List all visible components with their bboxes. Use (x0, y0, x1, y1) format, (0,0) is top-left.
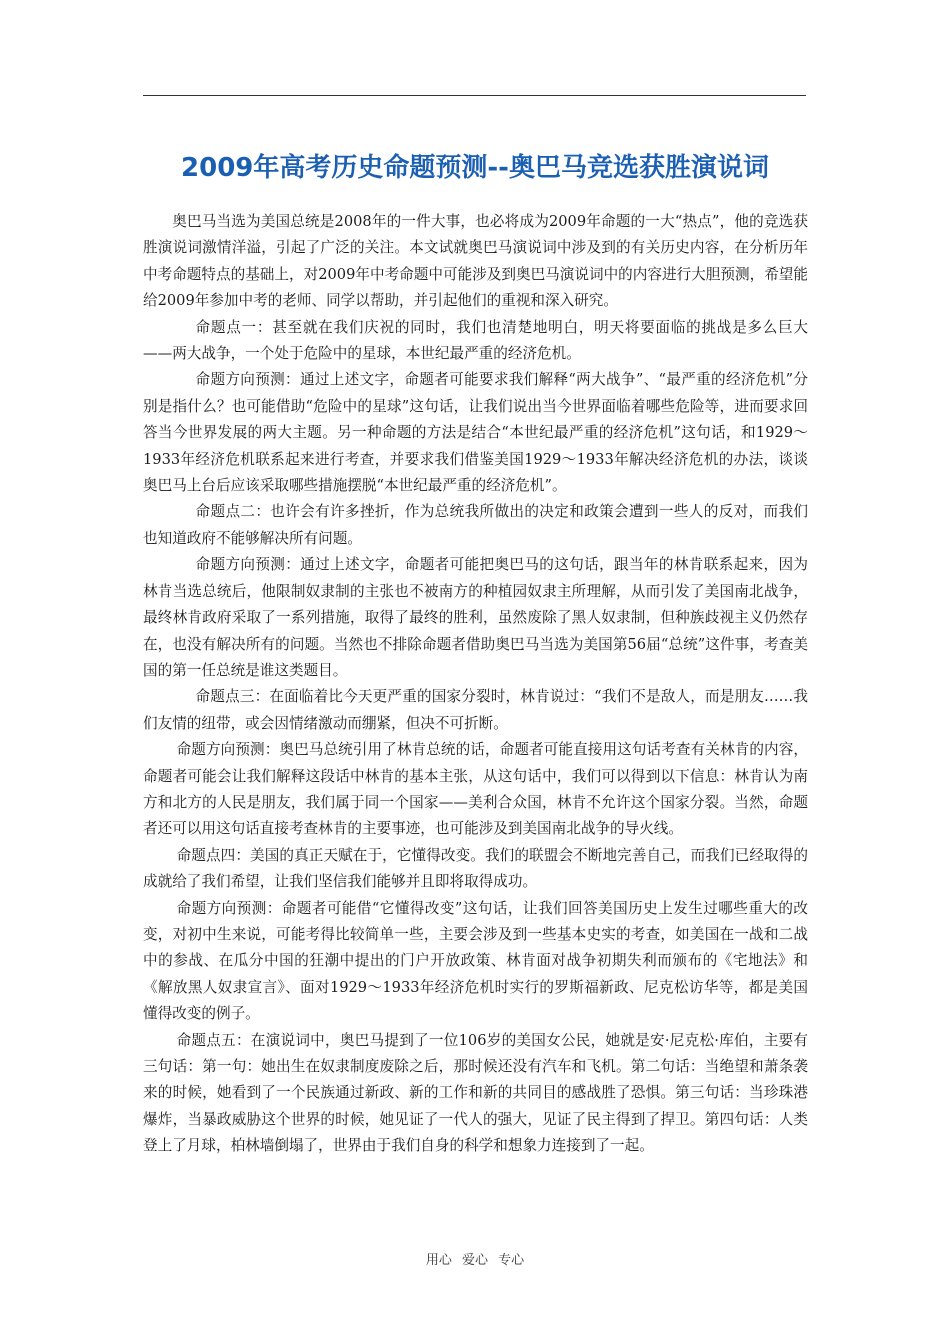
prediction-1: 命题方向预测：通过上述文字，命题者可能要求我们解释“两大战争”、“最严重的经济危机”分别是指什么？也可能借助“危险中的星球”这句话，让我们说出当今世界面临着哪些危险等，进而要求回答当今世界发展的两大主题。另一种命题的方法是结合“本世纪最严重的经济危机”这句话，和1929～1933年经济危机联系起来进行考查，并要求我们借鉴美国1929～1933年解决经济危机的办法，谈谈奥巴马上台后应该采取哪些措施摆脱“本世纪最严重的经济危机”。 (143, 371, 808, 495)
intro-paragraph: 奥巴马当选为美国总统是2008年的一件大事，也必将成为2009年命题的一大“热点”，他的竞选获胜演说词激情洋溢，引起了广泛的关注。本文试就奥巴马演说词中涉及到的有关历史内容，在分析历年中考命题特点的基础上，对2009年中考命题中可能涉及到奥巴马演说词中的内容进行大胆预测，希望能给2009年参加中考的老师、同学以帮助，并引起他们的重视和深入研究。 (143, 213, 808, 310)
proposition-3: 命题点三：在面临着比今天更严重的国家分裂时，林肯说过：“我们不是敌人，而是朋友……我们友情的纽带，或会因情绪激动而绷紧，但决不可折断。 (143, 688, 808, 732)
header-rule (143, 95, 806, 96)
page-footer: 用心 爱心 专心 (425, 1253, 525, 1268)
document-title: 2009年高考历史命题预测--奥巴马竞选获胜演说词 (181, 153, 769, 184)
article-body (143, 209, 808, 1160)
proposition-4: 命题点四：美国的真正天赋在于，它懂得改变。我们的联盟会不断地完善自己，而我们已经取得的成就给了我们希望，让我们坚信我们能够并且即将取得成功。 (143, 846, 808, 891)
prediction-4: 命题方向预测：命题者可能借“它懂得改变”这句话，让我们回答美国历史上发生过哪些重大的改变，对初中生来说，可能考得比较简单一些，主要会涉及到一些基本史实的考查，如美国在一战和二战中的参战、在瓜分中国的狂潮中提出的门户开放政策、林肯面对战争初期失利而颁布的《宅地法》和《解放黑人奴隶宣言》、面对1929～1933年经济危机时实行的罗斯福新政、尼克松访华等，都是美国懂得改变的例子。 (143, 899, 808, 1023)
prediction-2: 命题方向预测：通过上述文字，命题者可能把奥巴马的这句话，跟当年的林肯联系起来，因为林肯当选总统后，他限制奴隶制的主张也不被南方的种植园奴隶主所理解，从而引发了美国南北战争，最终林肯政府采取了一系列措施，取得了最终的胜利，虽然废除了黑人奴隶制，但种族歧视主义仍然存在，也没有解决所有的问题。当然也不排除命题者借助奥巴马当选为美国第56届“总统”这件事，考查美国的第一任总统是谁这类题目。 (143, 556, 808, 679)
prediction-3: 命题方向预测：奥巴马总统引用了林肯总统的话，命题者可能直接用这句话考查有关林肯的内容，命题者可能会让我们解释这段话中林肯的基本主张，从这句话中，我们可以得到以下信息：林肯认为南方和北方的人民是朋友，我们属于同一个国家——美利合众国，林肯不允许这个国家分裂。当然，命题者还可以用这句话直接考查林肯的主要事迹，也可能涉及到美国南北战争的导火线。 (143, 741, 808, 838)
proposition-1: 命题点一：甚至就在我们庆祝的同时，我们也清楚地明白，明天将要面临的挑战是多么巨大——两大战争，一个处于危险中的星球，本世纪最严重的经济危机。 (143, 318, 808, 363)
proposition-2: 命题点二：也许会有许多挫折，作为总统我所做出的决定和政策会遭到一些人的反对，而我们也知道政府不能够解决所有问题。 (143, 503, 808, 547)
proposition-5: 命题点五：在演说词中，奥巴马提到了一位106岁的美国女公民，她就是安·尼克松·库伯，主要有三句话：第一句：她出生在奴隶制度废除之后，那时候还没有汽车和飞机。第二句话：当绝望和萧条袭来的时候，她看到了一个民族通过新政、新的工作和新的共同目的感战胜了恐惧。第三句话：当珍珠港爆炸，当暴政威胁这个世界的时候，她见证了一代人的强大，见证了民主得到了捍卫。第四句话：人类登上了月球，柏林墙倒塌了，世界由于我们自身的科学和想象力连接到了一起。 (143, 1031, 808, 1155)
